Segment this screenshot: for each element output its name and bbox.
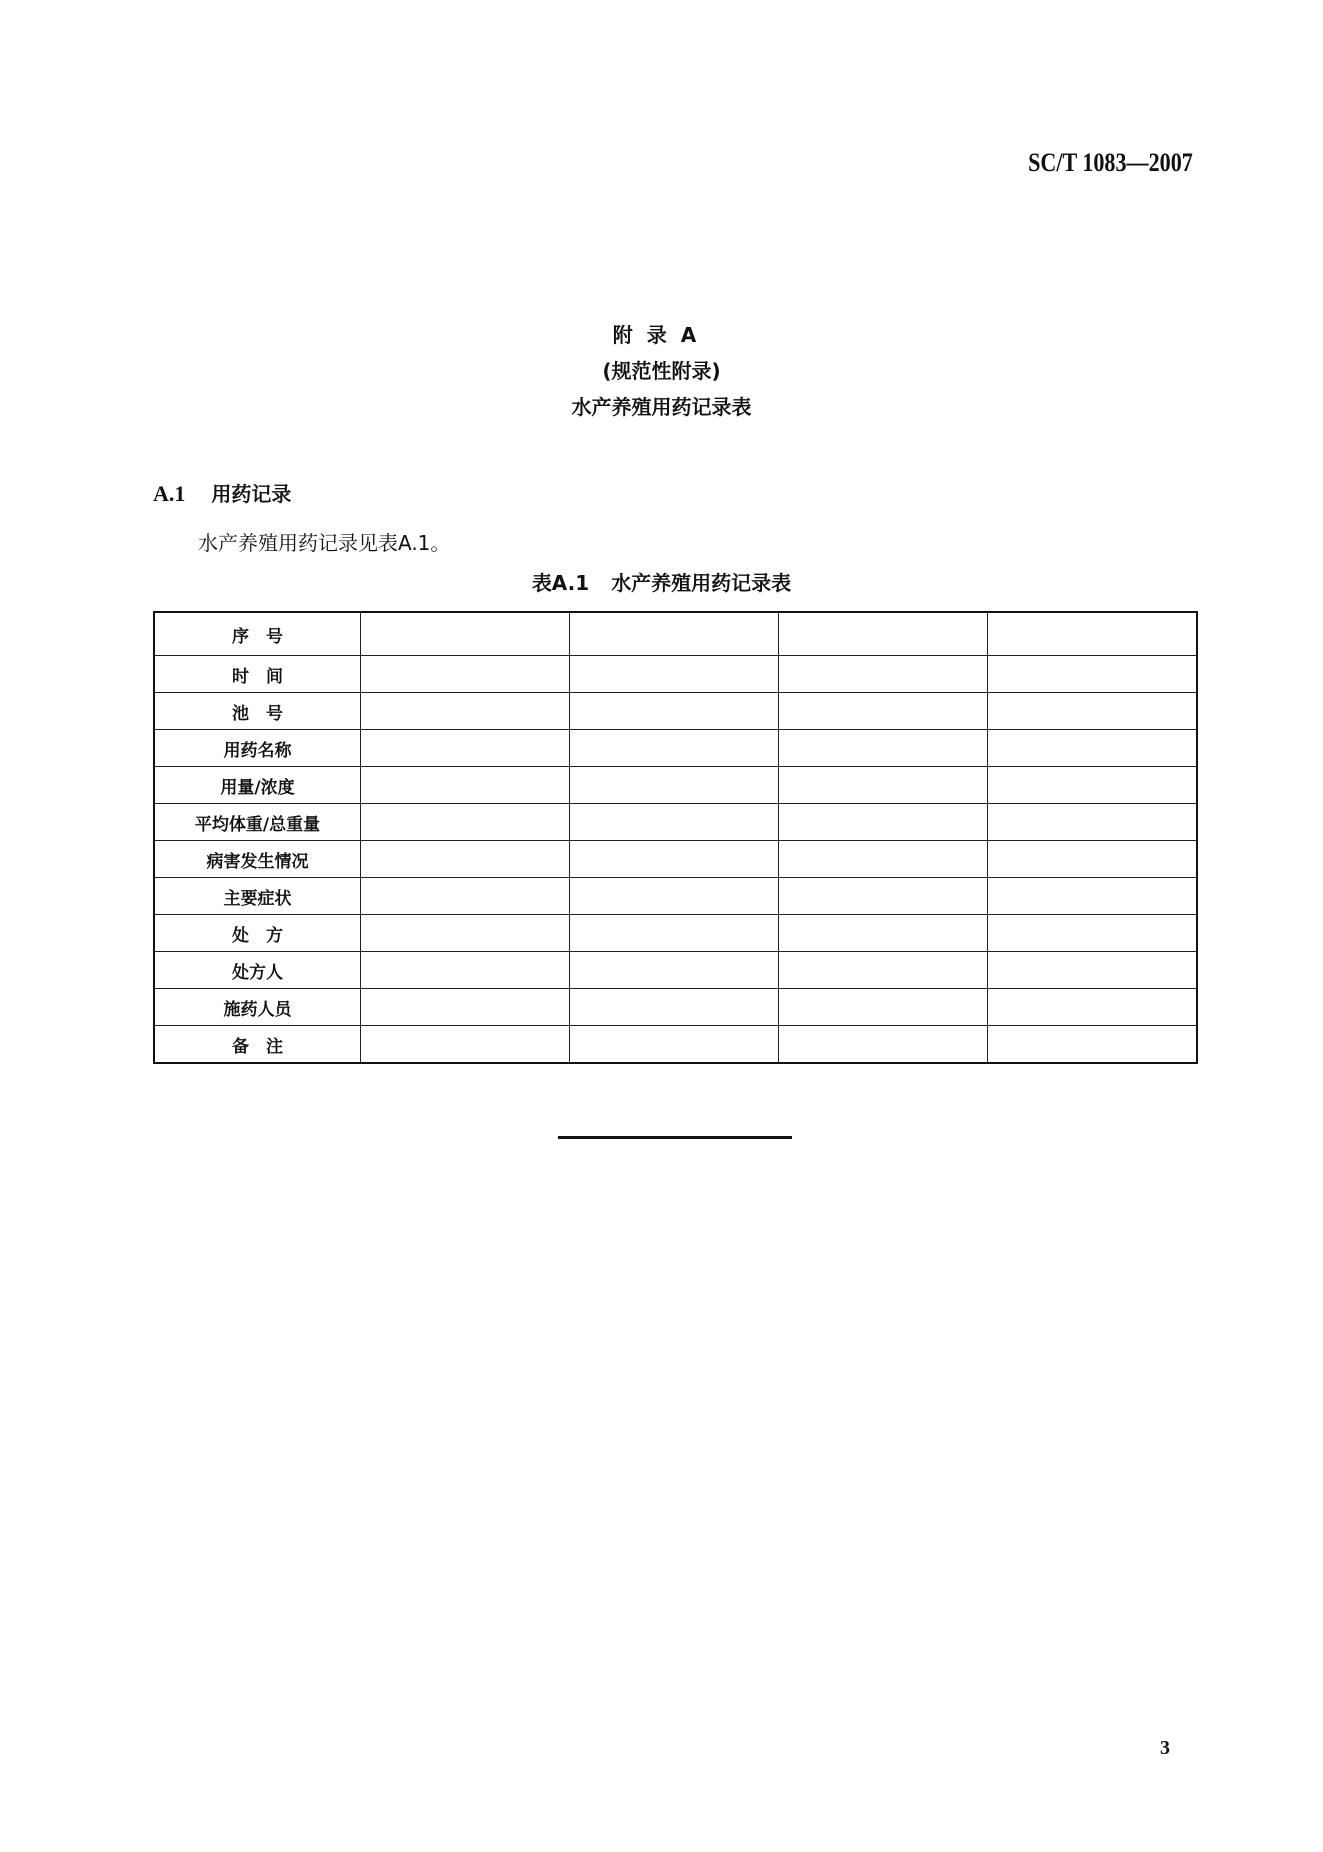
blank-entry-cell[interactable]: [361, 656, 570, 693]
blank-entry-cell[interactable]: [779, 730, 988, 767]
row-label: 用药名称: [154, 730, 361, 767]
row-label: 备 注: [154, 1026, 361, 1064]
blank-entry-cell[interactable]: [361, 915, 570, 952]
blank-entry-cell[interactable]: [361, 841, 570, 878]
annex-title: 附录A: [612, 323, 711, 347]
blank-entry-cell[interactable]: [988, 730, 1197, 767]
medication-record-table-body: [154, 612, 1197, 1063]
table-row: [154, 915, 1197, 952]
blank-entry-cell[interactable]: [570, 1026, 779, 1064]
table-row: [154, 612, 1197, 656]
table-row: [154, 989, 1197, 1026]
section-number: A.1: [153, 481, 186, 506]
blank-entry-cell[interactable]: [779, 804, 988, 841]
row-label: 病害发生情况: [154, 841, 361, 878]
table-caption-title: 水产养殖用药记录表: [611, 571, 792, 595]
table-row: [154, 1026, 1197, 1064]
annex-type: (规范性附录): [602, 359, 721, 383]
blank-entry-cell[interactable]: [570, 730, 779, 767]
blank-entry-cell[interactable]: [361, 878, 570, 915]
blank-entry-cell[interactable]: [361, 952, 570, 989]
blank-entry-cell[interactable]: [988, 612, 1197, 656]
table-caption: [0, 567, 1323, 596]
table-row: [154, 730, 1197, 767]
end-rule: [558, 1136, 792, 1139]
table-row: [154, 693, 1197, 730]
blank-entry-cell[interactable]: [988, 767, 1197, 804]
blank-entry-cell[interactable]: [779, 612, 988, 656]
blank-entry-cell[interactable]: [361, 804, 570, 841]
blank-entry-cell[interactable]: [361, 989, 570, 1026]
blank-entry-cell[interactable]: [570, 656, 779, 693]
table-caption-number: 表A.1: [531, 571, 590, 595]
table-row: [154, 878, 1197, 915]
row-label: 平均体重/总重量: [154, 804, 361, 841]
section-title: 用药记录: [211, 482, 292, 506]
table-row: [154, 656, 1197, 693]
blank-entry-cell[interactable]: [988, 693, 1197, 730]
table-row: [154, 767, 1197, 804]
blank-entry-cell[interactable]: [570, 841, 779, 878]
page-number: 3: [1160, 1737, 1170, 1759]
blank-entry-cell[interactable]: [361, 1026, 570, 1064]
table-row: [154, 804, 1197, 841]
blank-entry-cell[interactable]: [988, 804, 1197, 841]
annex-name: 水产养殖用药记录表: [571, 395, 752, 419]
row-label: 时 间: [154, 656, 361, 693]
blank-entry-cell[interactable]: [570, 767, 779, 804]
blank-entry-cell[interactable]: [988, 989, 1197, 1026]
blank-entry-cell[interactable]: [988, 1026, 1197, 1064]
blank-entry-cell[interactable]: [361, 612, 570, 656]
blank-entry-cell[interactable]: [570, 989, 779, 1026]
standard-code: SC/T 1083—2007: [1028, 148, 1193, 177]
table-row: [154, 841, 1197, 878]
section-heading: [153, 478, 291, 507]
blank-entry-cell[interactable]: [779, 989, 988, 1026]
row-label: 用量/浓度: [154, 767, 361, 804]
row-label: 施药人员: [154, 989, 361, 1026]
blank-entry-cell[interactable]: [570, 878, 779, 915]
blank-entry-cell[interactable]: [779, 952, 988, 989]
blank-entry-cell[interactable]: [570, 952, 779, 989]
blank-entry-cell[interactable]: [988, 952, 1197, 989]
blank-entry-cell[interactable]: [988, 915, 1197, 952]
blank-entry-cell[interactable]: [779, 693, 988, 730]
blank-entry-cell[interactable]: [570, 612, 779, 656]
blank-entry-cell[interactable]: [570, 693, 779, 730]
row-label: 处方人: [154, 952, 361, 989]
blank-entry-cell[interactable]: [779, 767, 988, 804]
medication-record-table: [153, 611, 1198, 1064]
row-label: 处 方: [154, 915, 361, 952]
row-label: 序 号: [154, 612, 361, 656]
blank-entry-cell[interactable]: [779, 878, 988, 915]
blank-entry-cell[interactable]: [570, 804, 779, 841]
section-body-text: 水产养殖用药记录见表A.1。: [198, 531, 451, 555]
blank-entry-cell[interactable]: [779, 656, 988, 693]
blank-entry-cell[interactable]: [988, 878, 1197, 915]
blank-entry-cell[interactable]: [988, 656, 1197, 693]
row-label: 主要症状: [154, 878, 361, 915]
blank-entry-cell[interactable]: [988, 841, 1197, 878]
blank-entry-cell[interactable]: [779, 841, 988, 878]
blank-entry-cell[interactable]: [361, 693, 570, 730]
blank-entry-cell[interactable]: [570, 915, 779, 952]
table-row: [154, 952, 1197, 989]
blank-entry-cell[interactable]: [361, 767, 570, 804]
row-label: 池 号: [154, 693, 361, 730]
blank-entry-cell[interactable]: [779, 1026, 988, 1064]
blank-entry-cell[interactable]: [361, 730, 570, 767]
blank-entry-cell[interactable]: [779, 915, 988, 952]
annex-heading: [0, 317, 1323, 425]
